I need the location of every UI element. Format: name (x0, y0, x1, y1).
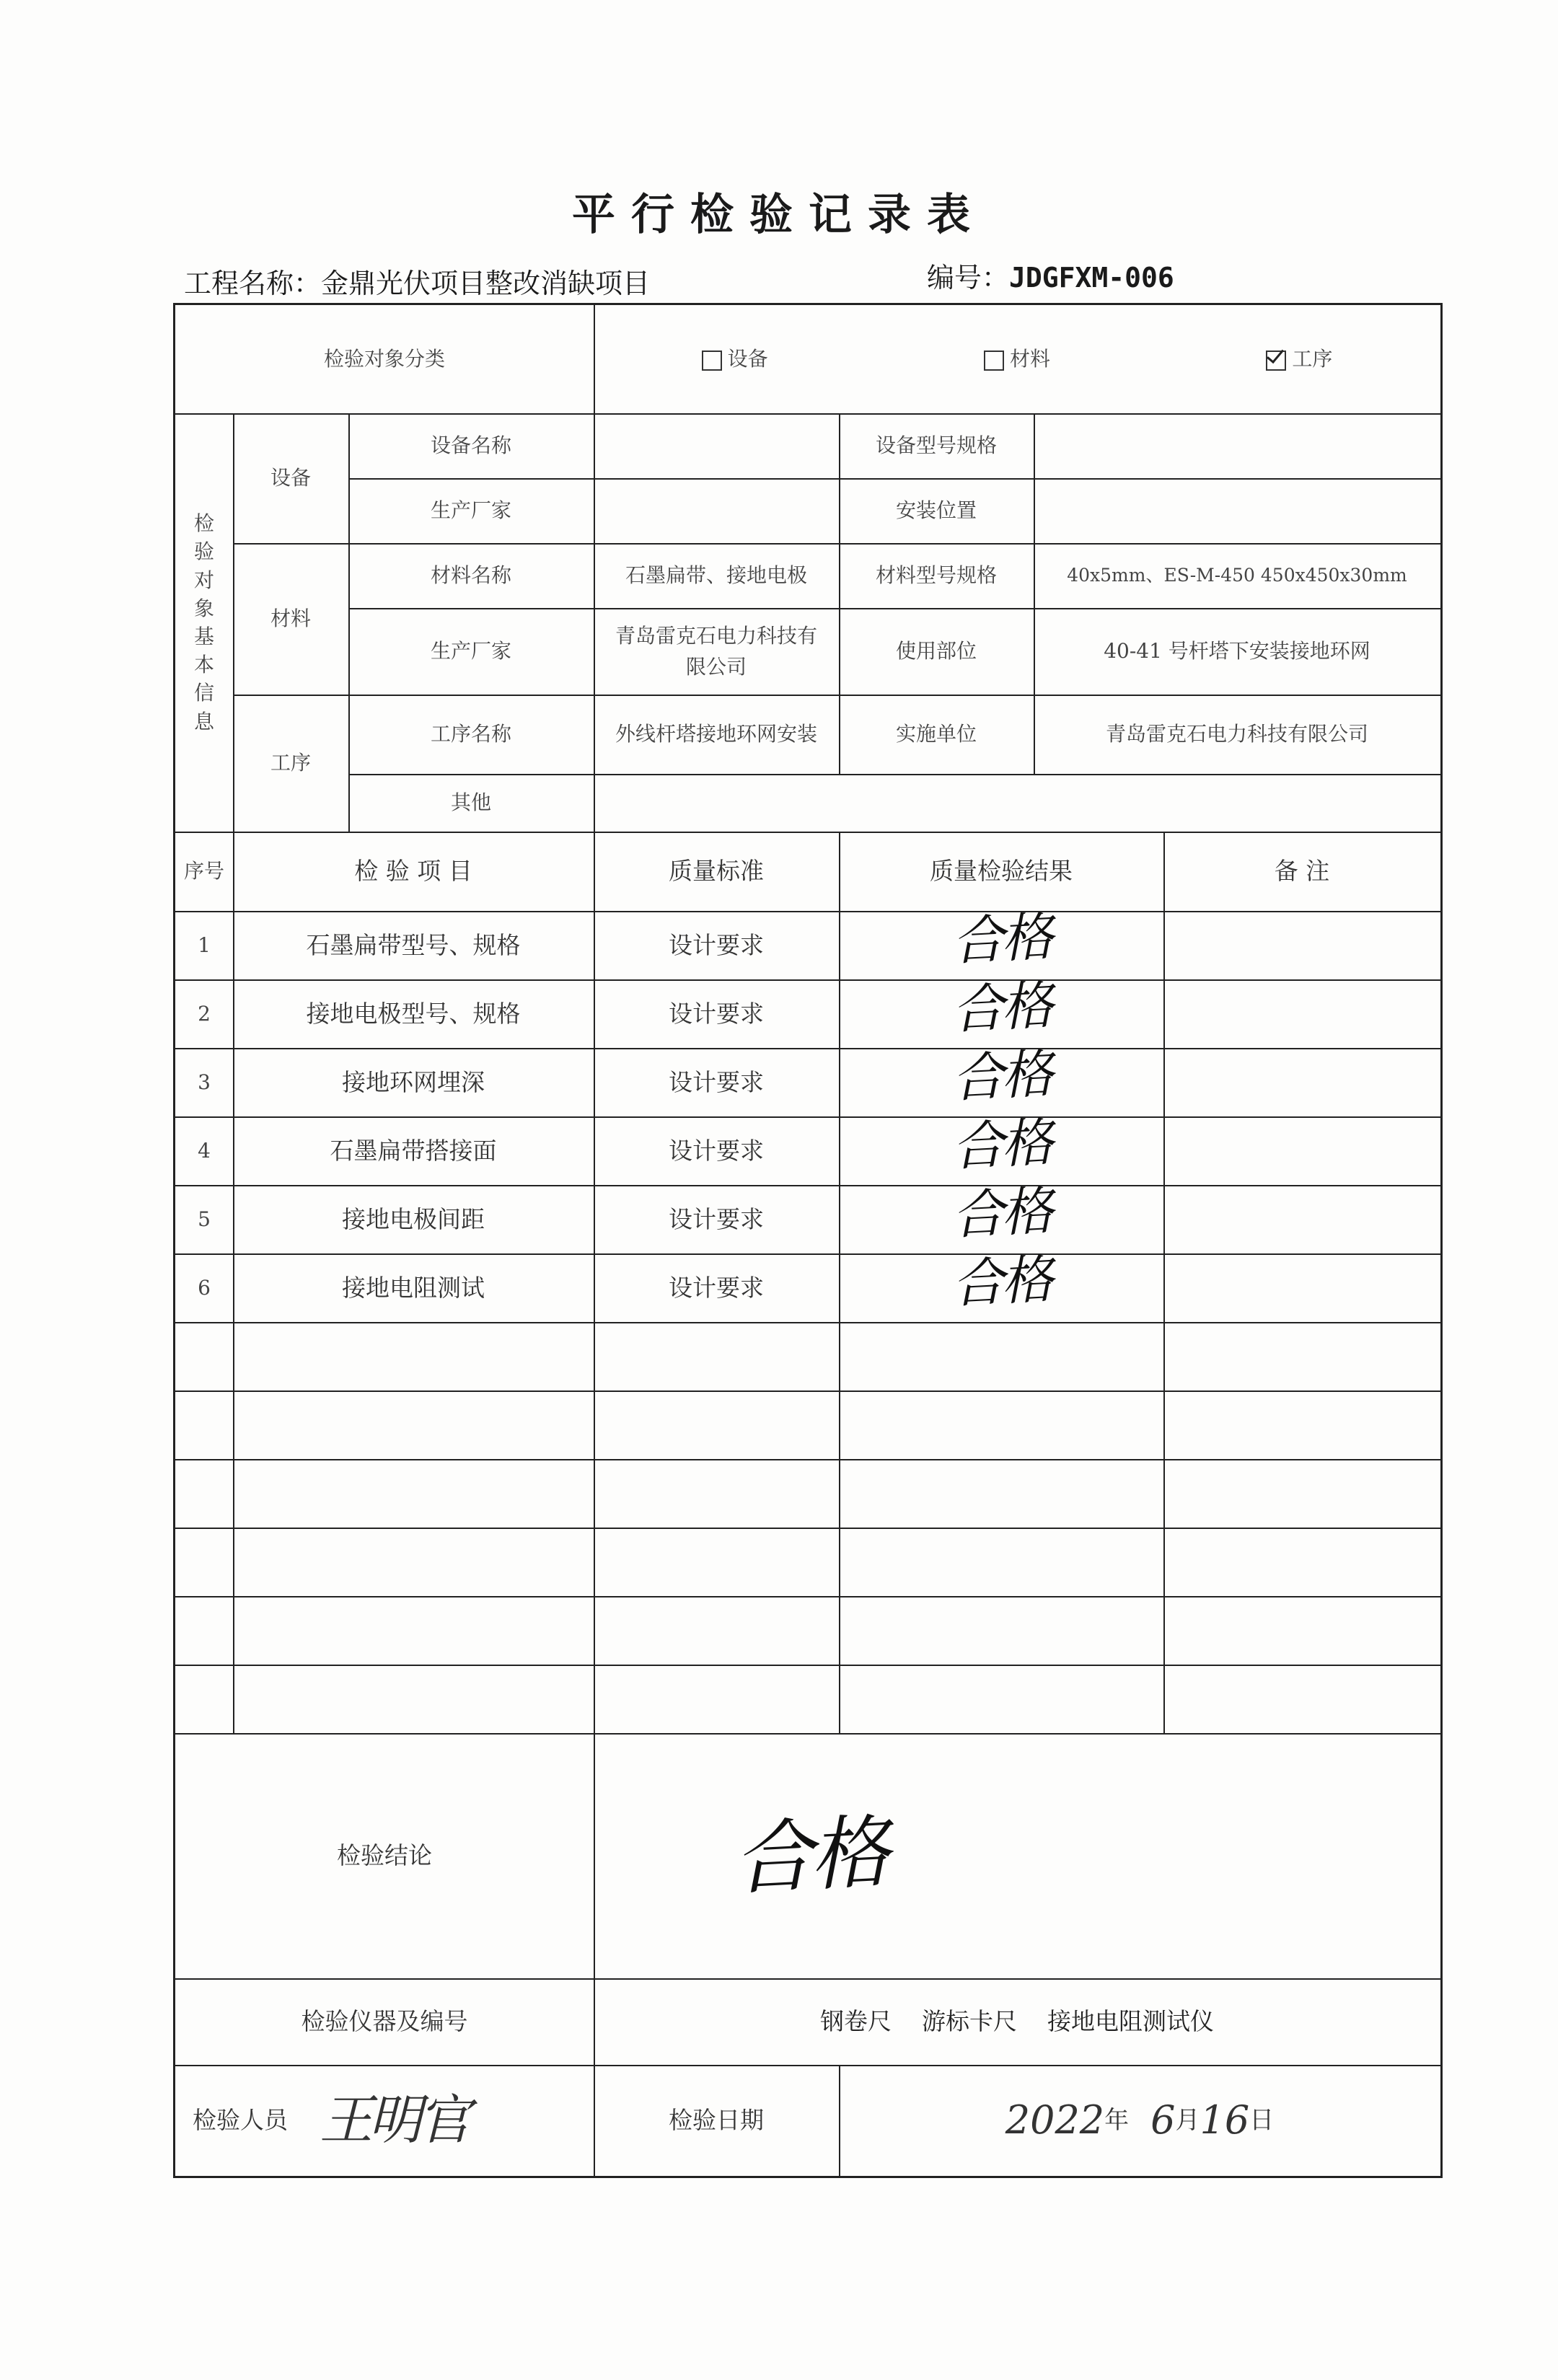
row-result-handwritten: 合格 (950, 1180, 1052, 1246)
date-day: 16 (1200, 2097, 1250, 2143)
row-result-handwritten: 合格 (950, 906, 1052, 972)
code-value: JDGFXM-006 (1009, 262, 1174, 294)
process-group-label: 工序 (270, 751, 311, 775)
process-other-value (594, 774, 1440, 832)
date-month-unit: 月 (1175, 2105, 1200, 2135)
row-standard: 设计要求 (669, 1204, 764, 1233)
header-standard: 质量标准 (669, 857, 764, 886)
row-remark (1163, 1185, 1440, 1253)
material-usage-label: 使用部位 (895, 639, 977, 664)
material-group-label: 材料 (270, 607, 311, 631)
form-header (184, 261, 1435, 304)
date-month: 6 (1150, 2097, 1176, 2143)
page-title: 平行检验记录表 (572, 190, 986, 240)
row-standard: 设计要求 (669, 930, 764, 959)
row-seq: 3 (198, 1070, 211, 1094)
row-standard: 设计要求 (669, 999, 764, 1028)
material-usage-value: 40-41 号杆塔下安装接地环网 (1104, 639, 1370, 664)
date-day-unit: 日 (1249, 2105, 1275, 2135)
row-remark (1163, 1116, 1440, 1185)
row-seq: 2 (198, 1001, 211, 1026)
row-seq: 4 (198, 1138, 211, 1163)
row-standard: 设计要求 (669, 1136, 764, 1165)
equipment-location-label: 安装位置 (895, 498, 977, 523)
row-remark (1163, 911, 1440, 979)
checked-checkbox-icon (1266, 351, 1286, 371)
material-model-value: 40x5mm、ES-M-450 450x450x30mm (1067, 564, 1407, 586)
process-other-label: 其他 (450, 790, 491, 815)
inspect-date-value (839, 2065, 1440, 2176)
process-unit-value: 青岛雷克石电力科技有限公司 (1105, 722, 1368, 746)
equipment-name-value (594, 413, 839, 478)
checkbox-icon (984, 351, 1004, 371)
category-option-equipment[interactable]: 设备 (702, 343, 768, 374)
date-year-unit: 年 (1104, 2105, 1130, 2135)
header-result: 质量检验结果 (930, 857, 1073, 886)
header-remark: 备 注 (1274, 857, 1330, 886)
header-seq: 序号 (183, 859, 224, 883)
row-item: 接地电极型号、规格 (306, 999, 521, 1028)
process-name-value: 外线杆塔接地环网安装 (615, 722, 817, 746)
conclusion-label: 检验结论 (337, 1841, 432, 1870)
row-remark (1163, 979, 1440, 1048)
row-seq: 6 (198, 1275, 211, 1300)
equipment-group-label: 设备 (270, 466, 311, 490)
row-result-handwritten: 合格 (950, 1043, 1052, 1109)
project-line (184, 261, 650, 301)
header-item: 检 验 项 目 (354, 857, 472, 886)
material-name-label: 材料名称 (430, 563, 511, 588)
row-standard: 设计要求 (669, 1273, 764, 1302)
category-label: 检验对象分类 (323, 347, 445, 371)
process-name-label: 工序名称 (430, 722, 511, 746)
category-option-material[interactable]: 材料 (984, 343, 1050, 374)
conclusion-value-handwritten: 合格 (731, 1805, 889, 1906)
instruments-label: 检验仪器及编号 (301, 2007, 468, 2036)
equipment-location-value (1034, 478, 1440, 543)
date-year: 2022 (1005, 2097, 1105, 2143)
equipment-name-label: 设备名称 (430, 433, 511, 458)
row-standard: 设计要求 (669, 1067, 764, 1096)
category-option-process[interactable]: 工序 (1266, 343, 1332, 374)
project-name: 金鼎光伏项目整改消缺项目 (321, 268, 651, 299)
row-result-handwritten: 合格 (950, 1111, 1052, 1178)
row-item: 接地环网埋深 (342, 1067, 485, 1096)
material-model-label: 材料型号规格 (875, 563, 997, 588)
category-options (594, 305, 1440, 413)
equipment-maker-value (594, 478, 839, 543)
code-line (927, 255, 1174, 295)
row-remark (1163, 1048, 1440, 1116)
project-label: 工程名称： (184, 268, 322, 299)
equipment-model-value (1034, 413, 1440, 478)
inspection-form (173, 303, 1443, 2178)
inspector-signature: 王明官 (320, 2089, 467, 2151)
row-item: 石墨扁带搭接面 (330, 1136, 497, 1165)
row-item: 石墨扁带型号、规格 (306, 930, 521, 959)
row-item: 接地电极间距 (342, 1204, 485, 1233)
material-maker-label: 生产厂家 (430, 639, 511, 664)
material-name-value: 石墨扁带、接地电极 (625, 563, 807, 588)
row-seq: 5 (198, 1207, 211, 1231)
equipment-model-label: 设备型号规格 (875, 433, 997, 458)
row-remark (1163, 1253, 1440, 1322)
material-maker-value: 青岛雷克石电力科技有限公司 (615, 623, 818, 679)
info-side-label: 检验对象基本信息 (193, 511, 214, 733)
row-seq: 1 (198, 933, 211, 957)
inspect-date-label: 检验日期 (669, 2106, 764, 2135)
inspector-label: 检验人员 (193, 2106, 288, 2135)
row-result-handwritten: 合格 (950, 974, 1052, 1041)
row-item: 接地电阻测试 (342, 1273, 485, 1302)
row-result-handwritten: 合格 (950, 1248, 1052, 1315)
process-unit-label: 实施单位 (895, 722, 977, 746)
code-label: 编号： (927, 262, 1010, 294)
checkbox-icon (702, 351, 722, 371)
equipment-maker-label: 生产厂家 (430, 498, 511, 523)
instruments-value: 钢卷尺 游标卡尺 接地电阻测试仪 (820, 2007, 1214, 2036)
